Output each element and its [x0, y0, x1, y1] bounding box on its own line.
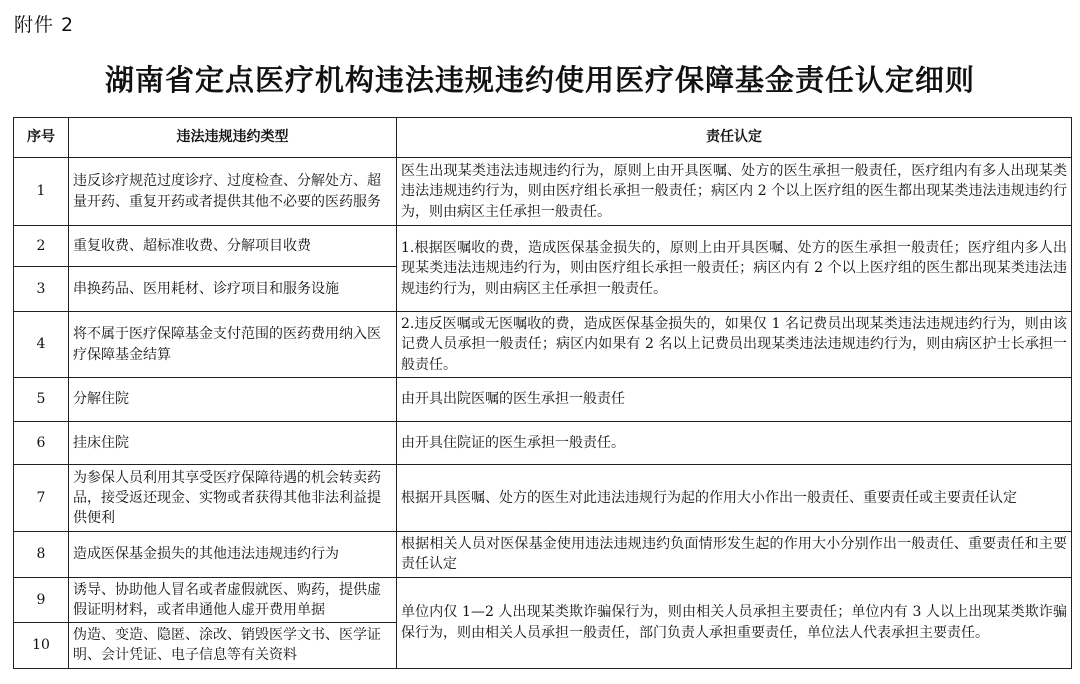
row-number: 9 [14, 577, 69, 623]
violation-type: 诱导、协助他人冒名或者虚假就医、购药，提供虚假证明材料，或者串通他人虚开费用单据 [69, 577, 397, 623]
table-row [14, 577, 1072, 623]
violation-type: 造成医保基金损失的其他违法违规违约行为 [69, 532, 397, 578]
row-number: 2 [14, 226, 69, 267]
document-title: 湖南省定点医疗机构违法违规违约使用医疗保障基金责任认定细则 [104, 63, 975, 97]
responsibility-text: 1.根据医嘱收的费，造成医保基金损失的，原则上由开具医嘱、处方的医生承担一般责任；医疗组内多人出现某类违法违规违约行为，则由医疗组长承担一般责任；病区内有 2 个以上医疗组的医生都出现某类违法违规违约行为，则由病区主任承担一般责任。 [397, 226, 1072, 312]
row-number: 5 [14, 378, 69, 422]
row-number: 6 [14, 422, 69, 465]
table-row [14, 465, 1072, 532]
header-number: 序号 [14, 118, 69, 158]
responsibility-text: 由开具出院医嘱的医生承担一般责任 [397, 378, 1072, 422]
violation-type: 伪造、变造、隐匿、涂改、销毁医学文书、医学证明、会计凭证、电子信息等有关资料 [69, 623, 397, 669]
table-row [14, 422, 1072, 465]
table-row [14, 158, 1072, 226]
attachment-label: 附件 2 [14, 14, 75, 36]
row-number: 8 [14, 532, 69, 578]
violation-type: 为参保人员利用其享受医疗保障待遇的机会转卖药品，接受返还现金、实物或者获得其他非法利益提供便利 [69, 465, 397, 532]
table-header-row [14, 118, 1072, 158]
violation-type: 将不属于医疗保障基金支付范围的医药费用纳入医疗保障基金结算 [69, 312, 397, 378]
row-number: 4 [14, 312, 69, 378]
header-violation-type: 违法违规违约类型 [69, 118, 397, 158]
row-number: 1 [14, 158, 69, 226]
violation-type: 重复收费、超标准收费、分解项目收费 [69, 226, 397, 267]
table-row [14, 226, 1072, 267]
responsibility-table [13, 117, 1072, 669]
responsibility-text: 2.违反医嘱或无医嘱收的费，造成医保基金损失的，如果仅 1 名记费员出现某类违法违规违约行为，则由该记费人员承担一般责任；病区内如果有 2 名以上记费员出现某类违法违规违约行为，则由病区护士长承担一般责任。 [397, 312, 1072, 378]
row-number: 7 [14, 465, 69, 532]
violation-type: 分解住院 [69, 378, 397, 422]
responsibility-text: 单位内仅 1—2 人出现某类欺诈骗保行为，则由相关人员承担主要责任；单位内有 3 人以上出现某类欺诈骗保行为，则由相关人员承担一般责任，部门负责人承担重要责任，单位法人代表承担主要责任。 [397, 577, 1072, 668]
table-row [14, 378, 1072, 422]
header-responsibility: 责任认定 [397, 118, 1072, 158]
violation-type: 挂床住院 [69, 422, 397, 465]
responsibility-text: 医生出现某类违法违规违约行为，原则上由开具医嘱、处方的医生承担一般责任，医疗组内有多人出现某类违法违规违约行为，则由医疗组长承担一般责任；病区内 2 个以上医疗组的医生都出现某类违法违规违约行为，则由病区主任承担一般责任。 [397, 158, 1072, 226]
violation-type: 违反诊疗规范过度诊疗、过度检查、分解处方、超量开药、重复开药或者提供其他不必要的医药服务 [69, 158, 397, 226]
violation-type: 串换药品、医用耗材、诊疗项目和服务设施 [69, 267, 397, 312]
table-row [14, 312, 1072, 378]
responsibility-text: 由开具住院证的医生承担一般责任。 [397, 422, 1072, 465]
row-number: 3 [14, 267, 69, 312]
row-number: 10 [14, 623, 69, 669]
responsibility-text: 根据相关人员对医保基金使用违法违规违约负面情形发生起的作用大小分别作出一般责任、重要责任和主要责任认定 [397, 532, 1072, 578]
responsibility-text: 根据开具医嘱、处方的医生对此违法违规行为起的作用大小作出一般责任、重要责任或主要责任认定 [397, 465, 1072, 532]
table-row [14, 532, 1072, 578]
